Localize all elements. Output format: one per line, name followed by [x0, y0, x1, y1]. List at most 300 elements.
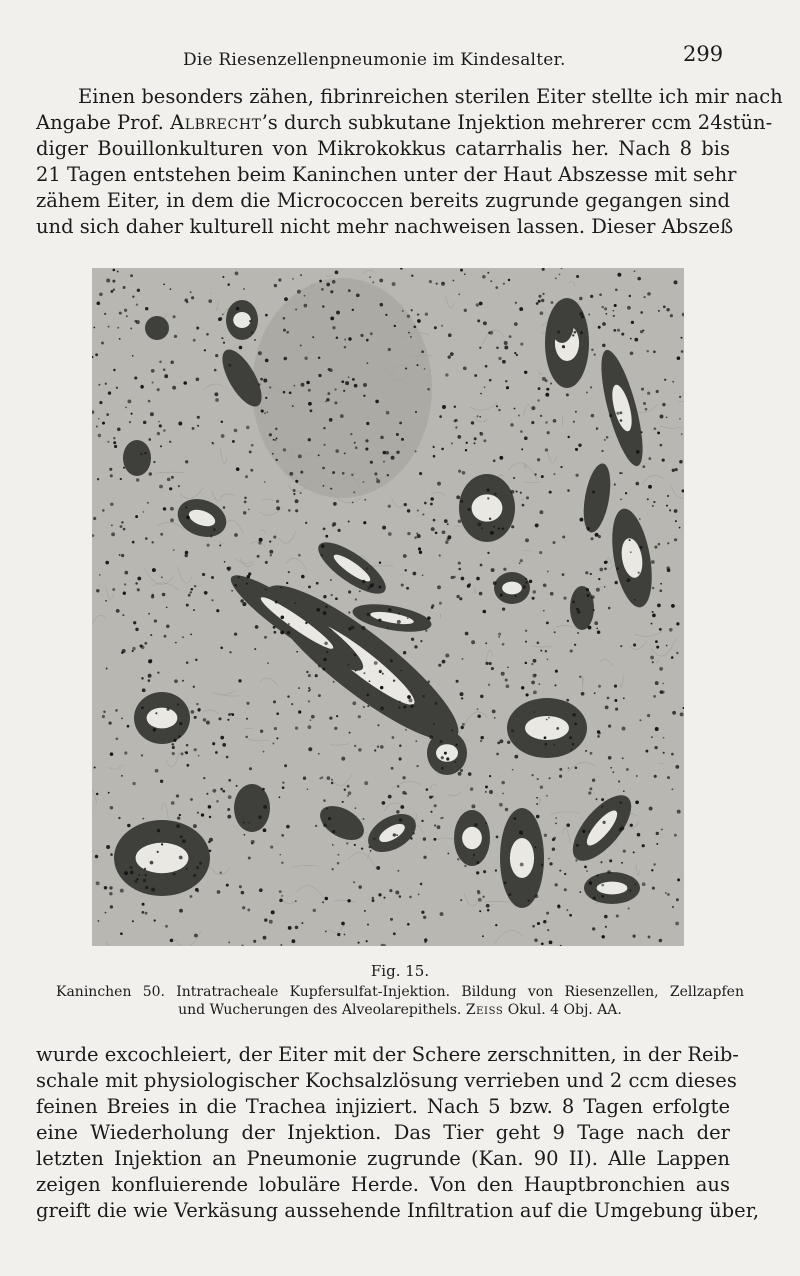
cell-nucleus [543, 920, 546, 923]
cell-nucleus [142, 818, 144, 820]
cell-nucleus [244, 834, 246, 836]
cell-nucleus [344, 789, 346, 791]
cell-nucleus [169, 441, 171, 443]
cell-nucleus [574, 723, 576, 725]
cell-nucleus [166, 708, 169, 711]
cell-nucleus [626, 578, 630, 582]
cell-nucleus [172, 746, 175, 749]
cell-nucleus [535, 846, 537, 848]
cell-nucleus [580, 331, 583, 334]
cell-nucleus [372, 281, 374, 283]
cell-nucleus [594, 692, 596, 694]
cell-nucleus [186, 661, 189, 664]
cell-nucleus [514, 817, 517, 820]
cell-nucleus [274, 439, 276, 441]
cell-nucleus [520, 559, 523, 562]
cell-nucleus [144, 642, 147, 645]
cell-nucleus [655, 681, 659, 685]
cell-nucleus [288, 571, 290, 573]
cell-nucleus [243, 288, 245, 290]
cell-nucleus [159, 424, 162, 427]
cell-nucleus [355, 598, 357, 600]
cell-nucleus [474, 442, 476, 444]
cell-nucleus [560, 466, 562, 468]
bottom-paragraph [36, 1042, 760, 1224]
cell-nucleus [501, 672, 505, 676]
micrograph-figure [92, 268, 684, 946]
cell-nucleus [163, 368, 166, 371]
cell-nucleus [283, 317, 286, 320]
cell-nucleus [666, 645, 668, 647]
cell-nucleus [541, 863, 544, 866]
cell-nucleus [340, 414, 344, 418]
cell-nucleus [450, 352, 454, 356]
cell-nucleus [543, 610, 545, 612]
cell-nucleus [553, 473, 555, 475]
cell-nucleus [402, 791, 406, 795]
cell-nucleus [376, 479, 380, 483]
cell-nucleus [593, 897, 596, 900]
cell-nucleus [352, 701, 356, 705]
cell-nucleus [676, 652, 678, 654]
cell-nucleus [246, 583, 248, 585]
figure-label: Fig. 15. [370, 962, 430, 980]
cell-nucleus [539, 510, 543, 514]
cell-nucleus [242, 906, 245, 909]
cell-nucleus [276, 500, 279, 503]
cell-nucleus [652, 587, 655, 590]
cell-nucleus [231, 713, 233, 715]
cell-nucleus [98, 434, 101, 437]
cell-nucleus [265, 314, 268, 317]
running-title: Die Riesenzellenpneumonie im Kindesalter. [183, 50, 566, 70]
cell-nucleus [349, 732, 351, 734]
cell-nucleus [396, 433, 399, 436]
cell-nucleus [422, 513, 424, 515]
epithelial-wall [145, 316, 169, 340]
cell-nucleus [441, 756, 444, 759]
cell-nucleus [626, 768, 629, 771]
cell-nucleus [328, 368, 331, 371]
cell-nucleus [642, 844, 645, 847]
cell-nucleus [596, 628, 598, 630]
cell-nucleus [322, 668, 325, 671]
cell-nucleus [588, 791, 591, 794]
cell-nucleus [651, 560, 655, 564]
cell-nucleus [248, 857, 251, 860]
cell-nucleus [640, 311, 643, 314]
cell-nucleus [264, 481, 266, 483]
cell-nucleus [265, 359, 269, 363]
cell-nucleus [597, 735, 600, 738]
cell-nucleus [546, 719, 548, 721]
cell-nucleus [498, 633, 501, 636]
cell-nucleus [367, 613, 371, 617]
cell-nucleus [397, 785, 399, 787]
cell-nucleus [536, 803, 538, 805]
caption-line: Kaninchen 50. Intratracheale Kupfersulfat-Injektion. Bildung von Riesenzellen, Zellzapfen [56, 984, 744, 1000]
cell-nucleus [417, 313, 419, 315]
cell-nucleus [563, 596, 566, 599]
cell-nucleus [294, 602, 296, 604]
cell-nucleus [149, 659, 152, 662]
cell-nucleus [93, 517, 96, 520]
cell-nucleus [275, 427, 278, 430]
cell-nucleus [143, 511, 145, 513]
cell-nucleus [239, 346, 243, 350]
cell-nucleus [355, 670, 357, 672]
cell-nucleus [602, 935, 605, 938]
cell-nucleus [490, 280, 492, 282]
cell-nucleus [127, 824, 131, 828]
cell-nucleus [540, 415, 542, 417]
cell-nucleus [679, 396, 681, 398]
cell-nucleus [269, 541, 271, 543]
cell-nucleus [559, 870, 561, 872]
cell-nucleus [311, 715, 315, 719]
cell-nucleus [675, 520, 677, 522]
cell-nucleus [374, 661, 378, 665]
cell-nucleus [567, 620, 569, 622]
cell-nucleus [286, 825, 290, 829]
cell-nucleus [151, 595, 154, 598]
cell-nucleus [551, 301, 554, 304]
cell-nucleus [193, 686, 195, 688]
cell-nucleus [481, 527, 483, 529]
cell-nucleus [482, 935, 484, 937]
cell-nucleus [642, 465, 645, 468]
cell-nucleus [342, 801, 344, 803]
cell-nucleus [578, 443, 581, 446]
cell-nucleus [332, 326, 335, 329]
cell-nucleus [327, 392, 330, 395]
cell-nucleus [288, 509, 290, 511]
cell-nucleus [175, 642, 177, 644]
cell-nucleus [660, 415, 664, 419]
cell-nucleus [247, 575, 251, 579]
cell-nucleus [259, 538, 263, 542]
cell-nucleus [483, 439, 486, 442]
cell-nucleus [188, 594, 191, 597]
cell-nucleus [672, 906, 674, 908]
cell-nucleus [295, 900, 297, 902]
cell-nucleus [634, 270, 636, 272]
cell-nucleus [433, 455, 436, 458]
cell-nucleus [184, 554, 187, 557]
cell-nucleus [447, 535, 451, 539]
cell-nucleus [370, 461, 373, 464]
cell-nucleus [521, 833, 523, 835]
text-line: feinen Breies in die Trachea injiziert. Nach 5 bzw. 8 Tagen erfolgte [36, 1095, 730, 1118]
cell-nucleus [386, 411, 390, 415]
cell-nucleus [363, 383, 367, 387]
cell-nucleus [531, 774, 533, 776]
cell-nucleus [111, 524, 113, 526]
cell-nucleus [534, 938, 537, 941]
cell-nucleus [666, 416, 668, 418]
cell-nucleus [104, 313, 106, 315]
cell-nucleus [579, 297, 582, 300]
cell-nucleus [121, 521, 123, 523]
cell-nucleus [202, 573, 205, 576]
cell-nucleus [502, 643, 505, 646]
cell-nucleus [434, 702, 437, 705]
cell-nucleus [265, 561, 268, 564]
cell-nucleus [196, 703, 198, 705]
cell-nucleus [669, 509, 671, 511]
cell-nucleus [322, 901, 324, 903]
cell-nucleus [366, 940, 368, 942]
cell-nucleus [671, 604, 675, 608]
cell-nucleus [489, 775, 491, 777]
cell-nucleus [105, 383, 107, 385]
cell-nucleus [271, 910, 275, 914]
cell-nucleus [332, 524, 335, 527]
cell-nucleus [660, 583, 662, 585]
cell-nucleus [653, 863, 655, 865]
cell-nucleus [603, 821, 606, 824]
cell-nucleus [507, 666, 509, 668]
cell-nucleus [182, 680, 184, 682]
cell-nucleus [208, 840, 211, 843]
epithelial-wall [550, 303, 574, 343]
cell-nucleus [366, 567, 368, 569]
cell-nucleus [300, 274, 302, 276]
cell-nucleus [480, 564, 483, 567]
cell-nucleus [667, 495, 669, 497]
cell-nucleus [608, 607, 611, 610]
cell-nucleus [363, 672, 365, 674]
cell-nucleus [157, 672, 159, 674]
cell-nucleus [420, 883, 423, 886]
cell-nucleus [667, 776, 670, 779]
cell-nucleus [615, 581, 618, 584]
cell-nucleus [337, 933, 340, 936]
cell-nucleus [430, 497, 434, 501]
cell-nucleus [609, 859, 612, 862]
cell-nucleus [627, 306, 631, 310]
cell-nucleus [207, 544, 210, 547]
cell-nucleus [547, 431, 550, 434]
cell-nucleus [367, 587, 369, 589]
cell-nucleus [420, 640, 422, 642]
cell-nucleus [424, 368, 426, 370]
cell-nucleus [545, 393, 549, 397]
cell-nucleus [556, 727, 559, 730]
cell-nucleus [542, 377, 546, 381]
cell-nucleus [178, 485, 180, 487]
cell-nucleus [610, 767, 612, 769]
cell-nucleus [677, 356, 681, 360]
cell-nucleus [648, 485, 652, 489]
tubule-lumen [472, 494, 503, 521]
cell-nucleus [681, 337, 683, 339]
cell-nucleus [459, 597, 462, 600]
cell-nucleus [226, 884, 229, 887]
cell-nucleus [552, 541, 555, 544]
cell-nucleus [135, 582, 137, 584]
cell-nucleus [160, 780, 163, 783]
cell-nucleus [364, 910, 366, 912]
cell-nucleus [380, 745, 384, 749]
cell-nucleus [263, 751, 265, 753]
cell-nucleus [562, 345, 565, 348]
cell-nucleus [251, 331, 253, 333]
cell-nucleus [407, 695, 411, 699]
cell-nucleus [590, 573, 592, 575]
cell-nucleus [104, 886, 108, 890]
cell-nucleus [184, 751, 186, 753]
cell-nucleus [223, 506, 226, 509]
cell-nucleus [179, 909, 183, 913]
cell-nucleus [204, 349, 206, 351]
cell-nucleus [510, 423, 514, 427]
cell-nucleus [331, 594, 333, 596]
cell-nucleus [170, 360, 174, 364]
cell-nucleus [520, 492, 522, 494]
cell-nucleus [653, 351, 656, 354]
cell-nucleus [402, 310, 404, 312]
cell-nucleus [125, 407, 127, 409]
cell-nucleus [570, 749, 572, 751]
cell-nucleus [148, 613, 150, 615]
cell-nucleus [502, 793, 504, 795]
cell-nucleus [600, 861, 602, 863]
cell-nucleus [681, 350, 684, 353]
cell-nucleus [173, 873, 175, 875]
cell-nucleus [667, 542, 669, 544]
cell-nucleus [363, 521, 366, 524]
cell-nucleus [629, 295, 631, 297]
cell-nucleus [608, 756, 612, 760]
cell-nucleus [540, 311, 544, 315]
cell-nucleus [520, 430, 523, 433]
text-line: 21 Tagen entstehen beim Kaninchen unter der Haut Abszesse mit sehr [36, 163, 737, 186]
cell-nucleus [545, 448, 548, 451]
cell-nucleus [677, 878, 680, 881]
cell-nucleus [423, 856, 426, 859]
cell-nucleus [399, 818, 403, 822]
cell-nucleus [607, 697, 610, 700]
cell-nucleus [94, 766, 96, 768]
cell-nucleus [190, 798, 193, 801]
cell-nucleus [586, 870, 588, 872]
cell-nucleus [462, 723, 465, 726]
cell-nucleus [113, 369, 115, 371]
cell-nucleus [145, 886, 148, 889]
cell-nucleus [279, 796, 281, 798]
cell-nucleus [396, 810, 399, 813]
cell-nucleus [509, 335, 512, 338]
cell-nucleus [355, 807, 357, 809]
cell-nucleus [167, 478, 171, 482]
cell-nucleus [308, 747, 312, 751]
cell-nucleus [616, 567, 619, 570]
cell-nucleus [675, 922, 679, 926]
cell-nucleus [549, 862, 552, 865]
cell-nucleus [214, 369, 217, 372]
cell-nucleus [458, 519, 462, 523]
cell-nucleus [532, 597, 535, 600]
cell-nucleus [456, 595, 459, 598]
cell-nucleus [96, 301, 100, 305]
cell-nucleus [227, 283, 229, 285]
cell-nucleus [535, 894, 539, 898]
cell-nucleus [496, 347, 499, 350]
cell-nucleus [575, 474, 578, 477]
cell-nucleus [325, 897, 328, 900]
cell-nucleus [599, 568, 603, 572]
cell-nucleus [474, 438, 476, 440]
cell-nucleus [329, 418, 333, 422]
cell-nucleus [348, 590, 351, 593]
cell-nucleus [548, 858, 550, 860]
cell-nucleus [504, 341, 508, 345]
cell-nucleus [220, 736, 224, 740]
cell-nucleus [347, 785, 350, 788]
cell-nucleus [398, 612, 400, 614]
cell-nucleus [647, 498, 649, 500]
cell-nucleus [383, 461, 385, 463]
cell-nucleus [358, 715, 361, 718]
cell-nucleus [544, 743, 547, 746]
cell-nucleus [113, 437, 115, 439]
cell-nucleus [636, 482, 640, 486]
cell-nucleus [213, 528, 216, 531]
cell-nucleus [614, 483, 616, 485]
cell-nucleus [298, 687, 300, 689]
cell-nucleus [216, 800, 219, 803]
cell-nucleus [210, 535, 213, 538]
cell-nucleus [537, 399, 539, 401]
cell-nucleus [382, 673, 384, 675]
cell-nucleus [359, 885, 362, 888]
cell-nucleus [559, 274, 561, 276]
cell-nucleus [660, 690, 663, 693]
cell-nucleus [577, 632, 579, 634]
cell-nucleus [253, 940, 256, 943]
cell-nucleus [617, 273, 621, 277]
cell-nucleus [130, 274, 133, 277]
cell-nucleus [602, 344, 606, 348]
cell-nucleus [572, 713, 576, 717]
cell-nucleus [591, 414, 595, 418]
cell-nucleus [118, 817, 120, 819]
cell-nucleus [276, 459, 278, 461]
cell-nucleus [142, 911, 145, 914]
maker-name: Zeiss [465, 1002, 504, 1018]
cell-nucleus [280, 630, 284, 634]
cell-nucleus [430, 811, 432, 813]
cell-nucleus [103, 710, 106, 713]
cell-nucleus [308, 674, 311, 677]
cell-nucleus [572, 334, 574, 336]
text-line: zähem Eiter, in dem die Micrococcen bereits zugrunde gegangen sind [36, 189, 730, 212]
cell-nucleus [390, 659, 393, 662]
cell-nucleus [251, 444, 254, 447]
cell-nucleus [597, 631, 600, 634]
cell-nucleus [298, 554, 301, 557]
cell-nucleus [358, 748, 361, 751]
cell-nucleus [491, 568, 495, 572]
cell-nucleus [364, 499, 366, 501]
cell-nucleus [306, 381, 310, 385]
cell-nucleus [105, 912, 107, 914]
cell-nucleus [111, 532, 115, 536]
cell-nucleus [351, 474, 353, 476]
cell-nucleus [495, 869, 497, 871]
cell-nucleus [264, 636, 267, 639]
